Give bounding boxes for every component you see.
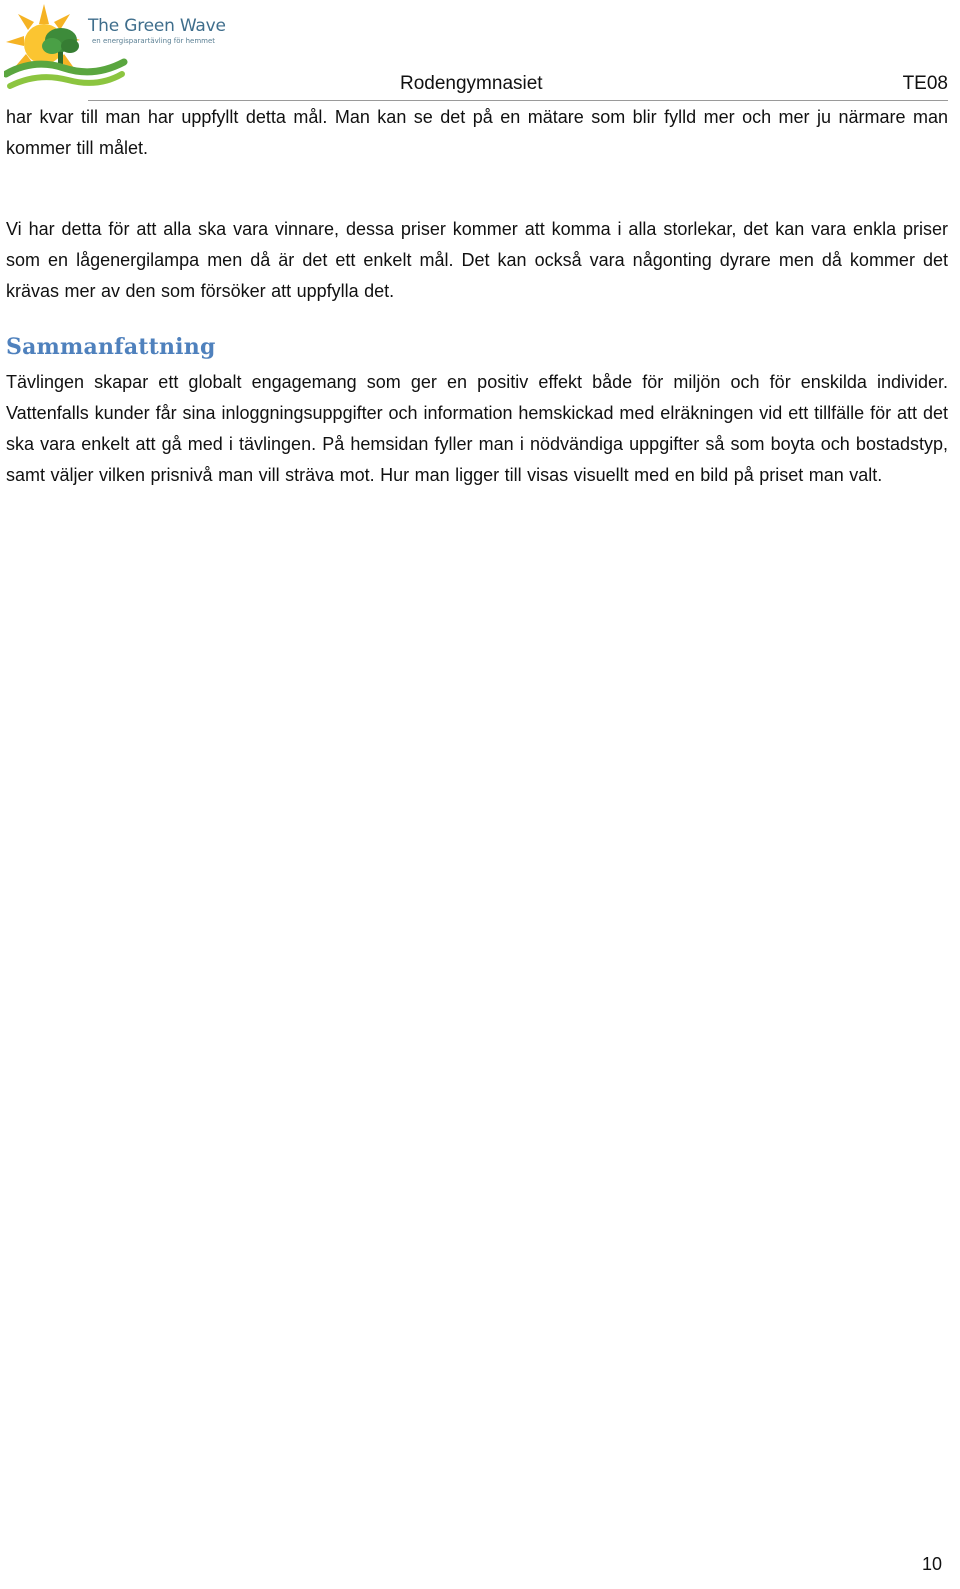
logo-subtitle: en energisparartävling för hemmet: [92, 37, 216, 45]
paragraph-block-3: [6, 367, 948, 491]
page-number: 10: [921, 1554, 942, 1574]
body-paragraph: Vi har detta för att alla ska vara vinnare, dessa priser kommer att komma i alla storlekar, det kan vara enkla priser som en lågenergilampa men då är det ett enkelt mål. Det kan också vara någonting dyrare men då kommer det krävas mer av den som försöker att uppfylla det.: [6, 219, 948, 301]
body-paragraph: har kvar till man har uppfyllt detta mål. Man kan se det på en mätare som blir fylld mer och mer ju närmare man kommer till målet.: [6, 107, 948, 158]
section-heading-block: [6, 332, 948, 362]
header-school-name: Rodengymnasiet: [400, 73, 543, 94]
body-paragraph: Tävlingen skapar ett globalt engagemang som ger en positiv effekt både för miljön och för enskilda individer. Vattenfalls kunder får sina inloggningsuppgifter och information hemskickad med elräkningen vid ett tillfälle för att det ska vara enkelt att gå med i tävlingen. På hemsidan fyller man i nödvändiga uppgifter så som boyta och bostadstyp, samt väljer vilken prisnivå man vill sträva mot. Hur man ligger till visas visuellt med en bild på priset man valt.: [6, 372, 948, 485]
green-wave-logo: [4, 2, 224, 94]
header-class-code: TE08: [902, 73, 948, 94]
logo-title: The Green Wave: [88, 16, 226, 36]
paragraph-block-2: [6, 214, 948, 307]
paragraph-block-1: [6, 102, 948, 164]
section-heading: Sammanfattning: [6, 334, 216, 360]
header-divider: [88, 100, 948, 101]
